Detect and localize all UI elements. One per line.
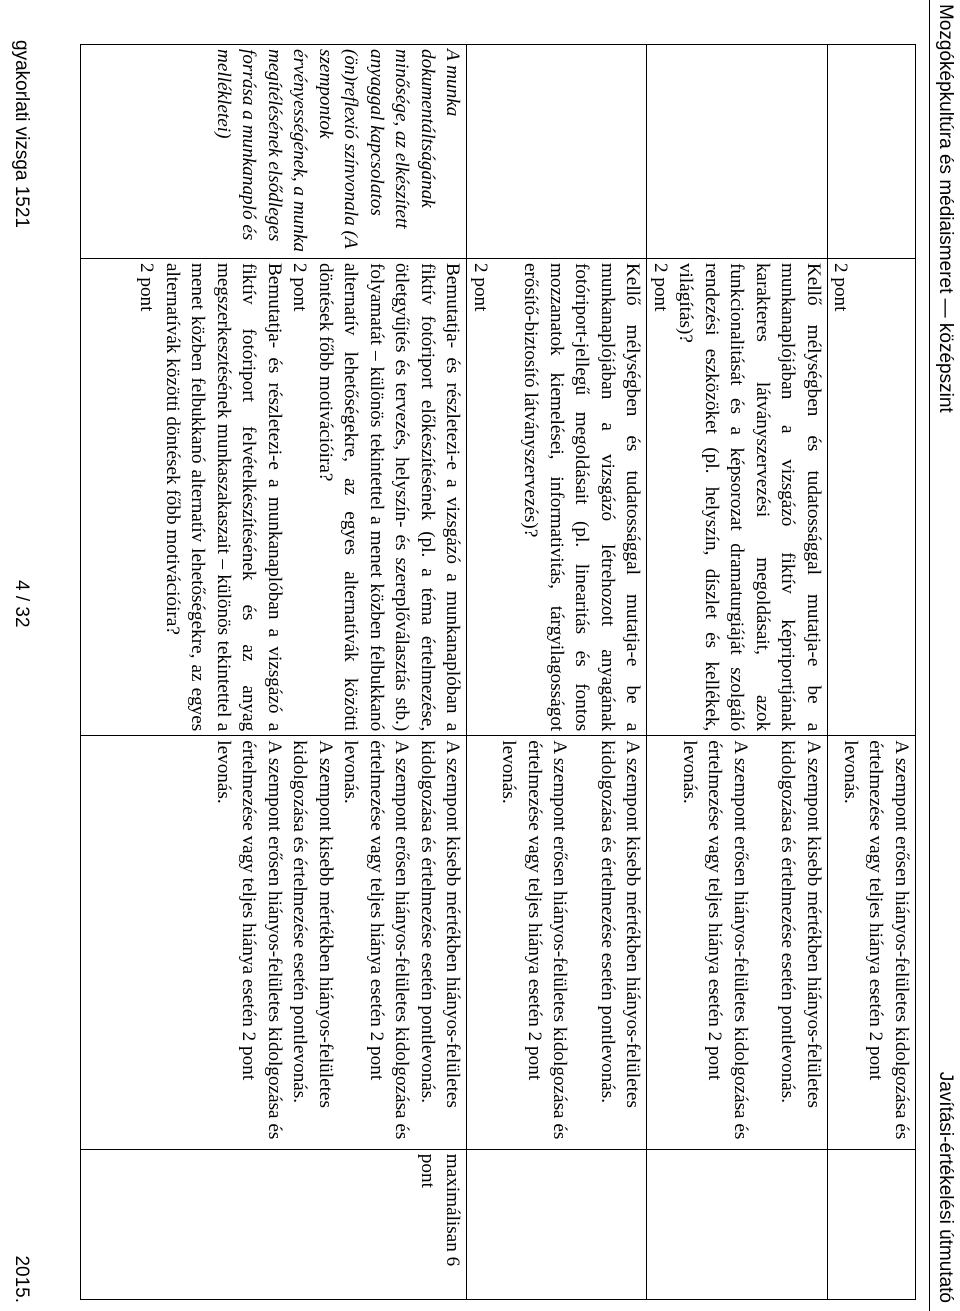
criterion-cell <box>467 45 647 259</box>
deduction-text: A szempont kisebb mértékben hiányos-felületes kidolgozása és értelmezése esetén pontlevonás. <box>777 740 824 1108</box>
criterion-cell <box>828 45 916 259</box>
deduction-cell <box>467 736 647 1150</box>
description-cell <box>828 258 916 735</box>
points-label: 2 pont <box>650 262 671 312</box>
header-right: Javítási-értékelési útmutató <box>935 1071 956 1303</box>
criterion-question: Kellő mélységben és tudatossággal mutatja-e be a munkanaplójában a vizsgázó fiktív képriportjának karakteres látványszervezési megoldásait, azok funkcionalitását és a képsorozat dramaturgiáját szolgáló rendezési eszközöket (pl. helyszín, díszlet és kellékek, világítás)? <box>675 262 824 732</box>
points-label: 2 pont <box>830 262 852 312</box>
deduction-text: A szempont kisebb mértékben hiányos-felületes kidolgozása és értelmezése esetén pontlevonás. <box>417 740 464 1108</box>
deduction-cell <box>647 736 828 1150</box>
max-points-label: maximálisan 6 pont <box>417 1153 464 1267</box>
deduction-text: A szempont erősen hiányos-felületes kidolgozása és értelmezése vagy teljes hiánya esetén 2 pont levonás. <box>213 740 285 1140</box>
page-footer <box>8 0 36 1311</box>
points-label: 2 pont <box>470 262 491 312</box>
footer-year: 2015. <box>11 1255 32 1303</box>
description-cell <box>647 258 828 735</box>
description-cell <box>467 258 647 735</box>
criterion-cell <box>647 45 828 259</box>
deduction-text: A szempont erősen hiányos-felületes kidolgozása és értelmezése vagy teljes hiánya esetén 2 pont levonás. <box>498 740 571 1140</box>
criterion-title: A munka dokumentáltságának minősége, az elkészített anyaggal kapcsolatos (ön)reflexió színvonala (A szempontok érvényességének, a munka megítélésének elsődleges forrása a munkanapló és mellékletei) <box>213 49 464 252</box>
deduction-cell <box>828 736 916 1150</box>
footer-exam-id: gyakorlati vizsga 1521 <box>11 40 32 228</box>
points-label: 2 pont <box>289 262 311 312</box>
page-header <box>932 0 956 1311</box>
header-left: Mozgóképkultúra és médiaismeret — középszint <box>935 4 956 413</box>
table-row <box>81 45 467 1300</box>
description-cell <box>81 258 467 735</box>
page-number: 4 / 32 <box>11 580 32 628</box>
max-points-cell <box>81 1149 467 1299</box>
table-row <box>647 45 828 1300</box>
deduction-text: A szempont kisebb mértékben hiányos-felületes kidolgozása és értelmezése esetén pontlevonás. <box>289 740 336 1108</box>
header-rule <box>929 0 930 1311</box>
deduction-text: A szempont erősen hiányos-felületes kidolgozása és értelmezése vagy teljes hiánya esetén 2 pont levonás. <box>840 740 912 1140</box>
deduction-text: A szempont erősen hiányos-felületes kidolgozása és értelmezése vagy teljes hiánya esetén 2 pont levonás. <box>679 740 751 1140</box>
deduction-text: A szempont erősen hiányos-felületes kidolgozása és értelmezése vagy teljes hiánya esetén 2 pont levonás. <box>340 740 413 1140</box>
deduction-cell <box>81 736 467 1150</box>
criterion-cell <box>81 45 467 259</box>
max-points-cell <box>828 1149 916 1299</box>
table-row <box>467 45 647 1300</box>
evaluation-table <box>81 44 917 1300</box>
max-points-cell <box>467 1149 647 1299</box>
criterion-question: Bemutatja- és részletezi-e a vizsgázó a munkanaplóban a fiktív fotóriport előkészítésének (pl. a téma értelmezése, ötletgyűjtés és tervezés, helyszín- és szereplőválasztás stb.) folyamatát – különös tekintettel a menet közben felbukkanó alternatív lehetőségekre, az egyes alternatívák közötti döntések főbb motivációira? <box>315 262 464 732</box>
criterion-question: Kellő mélységben és tudatossággal mutatja-e be a munkanaplójában a vizsgázó létrehozott anyagának fotóriport-jellegű megoldásait (pl. linearitás és fontos mozzanatok kiemelései, informativitás, tárgyilagosságot erősítő-biztosító látványszervezés)? <box>520 262 644 732</box>
points-label: 2 pont <box>136 262 158 312</box>
criterion-question: Bemutatja- és részletezi-e a munkanaplóban a vizsgázó a fiktív fotóriport felvételkészítésének és az anyag megszerkesztésének munkaszakaszait – különös tekintettel a menet közben felbukkanó alternatív lehetőségekre, az egyes alternatívák közötti döntések főbb motivációira? <box>162 262 285 732</box>
deduction-text: A szempont kisebb mértékben hiányos-felületes kidolgozása és értelmezése esetén pontlevonás. <box>597 740 644 1108</box>
table-row <box>828 45 916 1300</box>
max-points-cell <box>647 1149 828 1299</box>
